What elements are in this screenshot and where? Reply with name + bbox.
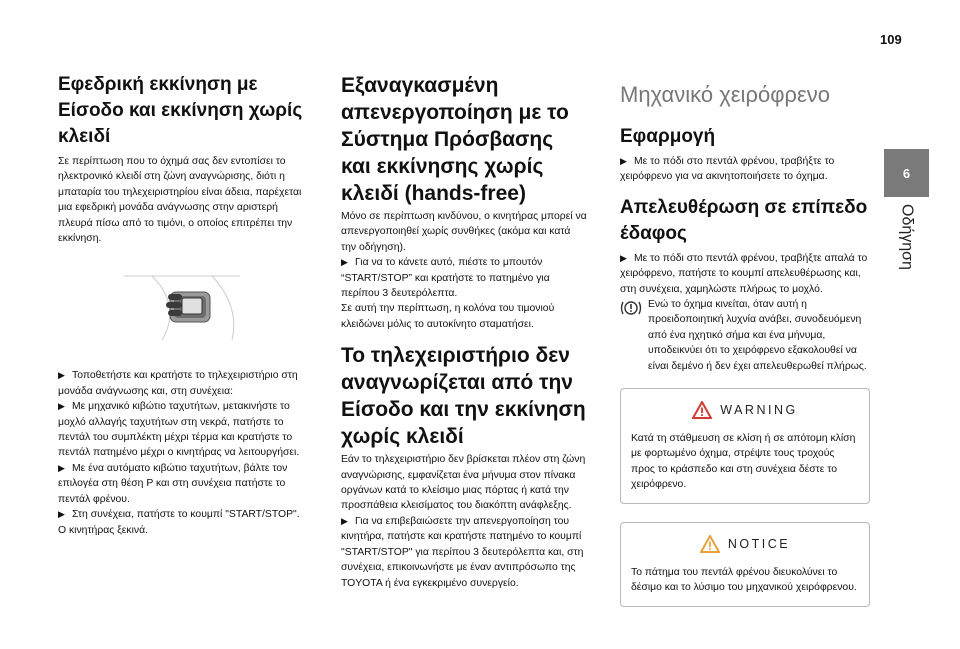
warning-light-note bbox=[620, 297, 870, 374]
arrow-icon: ▶ bbox=[341, 515, 348, 526]
step-text: Με το πόδι στο πεντάλ φρένου, τραβήξτε απαλά το χειρόφρενο, πατήστε το κουμπί απελευθέρωσης και, στη συνέχεια, χαμηλώστε πλήρως το μοχλό. bbox=[620, 252, 868, 295]
paragraph: Μόνο σε περίπτωση κινδύνου, ο κινητήρας μπορεί να απενεργοποιηθεί χωρίς συνθήκες (ακόμα και κατά την οδήγηση). bbox=[341, 211, 587, 253]
warning-header bbox=[631, 389, 859, 431]
arrow-icon: ▶ bbox=[620, 156, 627, 166]
warning-box bbox=[620, 388, 870, 504]
step-text: Για να επιβεβαιώσετε την απενεργοποίηση του κινητήρα, πατήστε και κρατήστε πατημένο το κουμπί "START/STOP" για περίπου 3 δευτερόλεπτα και, στη συνέχεια, επικοινωνήστε με έναν αντιπρόσωπο της TOYOTA ή ένα εγκεκριμένο συνεργείο. bbox=[341, 515, 584, 589]
arrow-icon: ▶ bbox=[341, 257, 348, 268]
intro-paragraph: Σε περίπτωση που το όχημά σας δεν εντοπίσει το ηλεκτρονικό κλειδί στη ζώνη αναγνώρισης, διότι η μπαταρία του τηλεχειριστηρίου είναι άδεια, παρέχεται μια εφεδρική μονάδα ανάγνωσης στην αριστερή πλευρά πίσω από το τιμόνι, ο οποίος επιτρέπει την εκκίνηση. bbox=[58, 156, 302, 245]
section-heading: Εφεδρική εκκίνηση με Είσοδο και εκκίνηση χωρίς κλειδί bbox=[58, 74, 303, 147]
parking-brake-warning-icon bbox=[620, 299, 642, 317]
step-item bbox=[341, 255, 588, 301]
column-1 bbox=[58, 72, 305, 538]
paragraph: Σε αυτή την περίπτωση, η κολόνα του τιμονιού κλειδώνει μόλις το αυτοκίνητο σταματήσει. bbox=[341, 303, 555, 330]
arrow-icon: ▶ bbox=[620, 252, 627, 263]
step-text: Στη συνέχεια, πατήστε το κουμπί "START/STOP". bbox=[72, 509, 300, 521]
step-text: Με ένα αυτόματο κιβώτιο ταχυτήτων, βάλτε τον επιλογέα στη θέση P και στη συνέχεια πατήστε το πεντάλ φρένου. bbox=[58, 462, 288, 505]
warning-title: WARNING bbox=[720, 403, 798, 418]
section-title: Μηχανικό χειρόφρενο bbox=[620, 82, 831, 107]
notice-title: NOTICE bbox=[727, 536, 791, 551]
step-item bbox=[58, 399, 305, 461]
step-text: Τοποθετήστε και κρατήστε το τηλεχειριστήριο στη μονάδα ανάγνωσης και, στη συνέχεια: bbox=[58, 370, 298, 397]
warning-text: Κατά τη στάθμευση σε κλίση ή σε απότομη κλίση με φορτωμένο όχημα, στρέψτε τους τροχούς προς το κράσπεδο και στη συνέχεια δέστε το χειρόφρενο. bbox=[631, 433, 856, 491]
step-text: Για να το κάνετε αυτό, πιέστε το μπουτόν “START/STOP” και κρατήστε το πατημένο για περίπου 3 δευτερόλεπτα. bbox=[341, 257, 550, 300]
note-text: Ενώ το όχημα κινείται, όταν αυτή η προειδοποιητική λυχνία ανάβει, συνοδευόμενη από ένα ηχητικό σήμα και ένα μήνυμα, υποδεικνύει ότι το χειρόφρενο εξακολουθεί να είναι δεμένο ή δεν έχει απελευθερωθεί πλήρως. bbox=[648, 299, 867, 372]
step-item bbox=[58, 461, 305, 507]
column-2 bbox=[341, 72, 588, 591]
step-item bbox=[620, 154, 870, 185]
notice-text: Το πάτημα του πεντάλ φρένου διευκολύνει το δέσιμο και το λύσιμο του μηχανικού χειρόφρενου. bbox=[631, 566, 857, 594]
step-item bbox=[341, 514, 588, 591]
arrow-icon: ▶ bbox=[58, 462, 65, 473]
step-item bbox=[58, 507, 305, 522]
step-text: Με το πόδι στο πεντάλ φρένου, τραβήξτε το χειρόφρενο για να ακινητοποιήσετε το όχημα. bbox=[620, 156, 835, 183]
subsection-heading: Απελευθέρωση σε επίπεδο έδαφος bbox=[620, 196, 868, 244]
step-item bbox=[620, 251, 870, 297]
arrow-icon: ▶ bbox=[58, 401, 65, 412]
notice-header bbox=[631, 523, 859, 565]
warning-triangle-icon bbox=[692, 401, 712, 419]
closing-text: Ο κινητήρας ξεκινά. bbox=[58, 524, 149, 536]
chapter-tab[interactable] bbox=[884, 149, 929, 197]
arrow-icon: ▶ bbox=[58, 370, 65, 381]
chapter-number: 6 bbox=[902, 165, 911, 181]
notice-triangle-icon bbox=[700, 535, 720, 553]
arrow-icon: ▶ bbox=[58, 509, 65, 520]
chapter-label-text: Οδήγηση bbox=[898, 204, 916, 270]
section-heading: Το τηλεχειριστήριο δεν αναγνωρίζεται από την Είσοδο και την εκκίνηση χωρίς κλειδί bbox=[341, 344, 586, 449]
notice-box bbox=[620, 522, 870, 607]
paragraph: Εάν το τηλεχειριστήριο δεν βρίσκεται πλέον στη ζώνη αναγνώρισης, εμφανίζεται ένα μήνυμα στον πίνακα οργάνων κατά το κλείσιμο μιας πόρτας ή κατά την προσπάθεια κλεισίματος του διακόπτη ανάφλεξης. bbox=[341, 454, 586, 512]
chapter-label bbox=[884, 204, 929, 324]
key-fob-reader-illustration bbox=[122, 266, 242, 340]
page-number: 109 bbox=[880, 32, 902, 47]
column-3 bbox=[620, 80, 870, 607]
step-item bbox=[58, 368, 305, 399]
section-heading: Εξαναγκασμένη απενεργοποίηση με το Σύστημα Πρόσβασης και εκκίνησης χωρίς κλειδί (hands-free) bbox=[341, 74, 569, 205]
subsection-heading: Εφαρμογή bbox=[620, 126, 716, 147]
step-text: Με μηχανικό κιβώτιο ταχυτήτων, μετακινήστε το μοχλό αλλαγής ταχυτήτων στη νεκρά, πατήστε το πεντάλ του συμπλέκτη μέχρι τέρμα και κρατήστε το πεντάλ πατημένο μέχρι ο κινητήρας να λειτουργήσει. bbox=[58, 401, 300, 459]
